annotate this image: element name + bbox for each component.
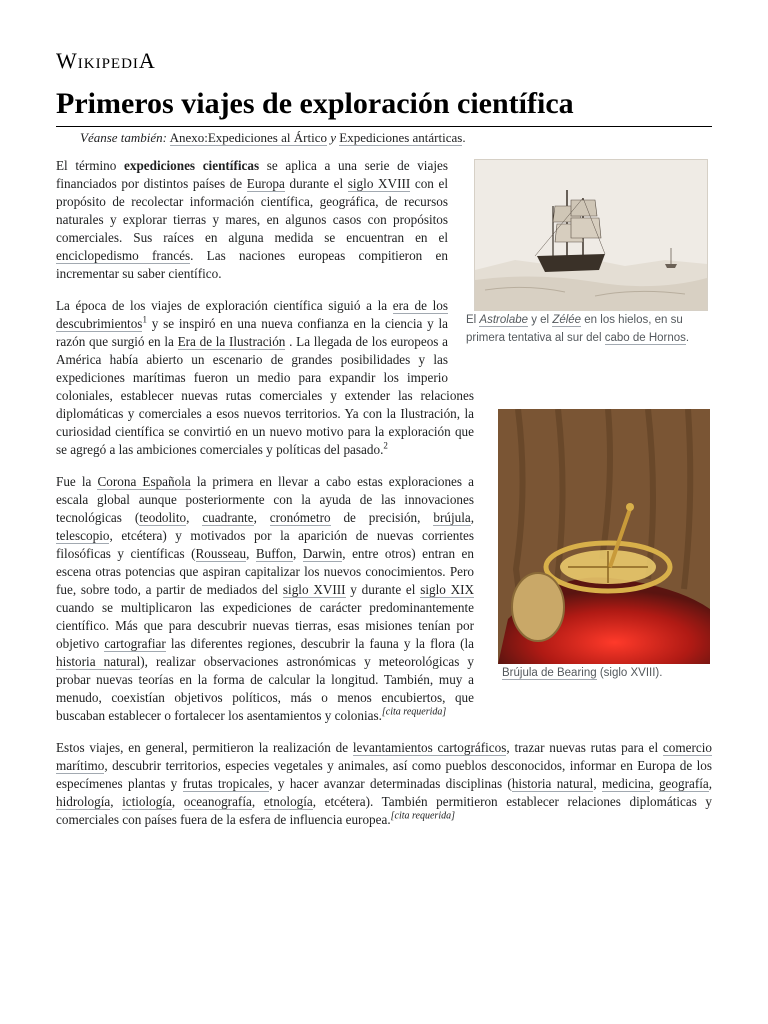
link-levantamientos[interactable]: levantamientos cartográficos bbox=[352, 740, 507, 755]
text: , bbox=[246, 546, 256, 561]
figure-caption-1 bbox=[466, 311, 712, 347]
link-brujula[interactable]: brújula bbox=[433, 510, 471, 525]
link-darwin[interactable]: Darwin bbox=[302, 546, 343, 561]
figure-caption-2 bbox=[502, 664, 716, 682]
text: se aplica a una serie de viajes financiados por distintos países de bbox=[56, 158, 448, 191]
text: Fue la bbox=[56, 474, 98, 489]
text: , bbox=[251, 794, 264, 809]
link-hidrologia[interactable]: hidrología bbox=[56, 794, 111, 809]
link-cabo-de-hornos[interactable]: cabo de Hornos bbox=[604, 332, 686, 344]
link-europa[interactable]: Europa bbox=[246, 176, 285, 191]
text: , trazar nuevas rutas para el bbox=[506, 740, 663, 755]
see-also-end: . bbox=[462, 130, 466, 145]
link-buffon[interactable]: Buffon bbox=[255, 546, 293, 561]
citation-needed-2[interactable]: [cita requerida] bbox=[390, 810, 455, 822]
link-brujula-bearing[interactable]: Brújula de Bearing bbox=[502, 667, 597, 679]
logo-text: ikipedi bbox=[77, 48, 139, 73]
link-siglo-xviii-2[interactable]: siglo XVIII bbox=[282, 582, 346, 597]
ship-in-ice-image[interactable] bbox=[474, 159, 708, 311]
link-era-ilustracion[interactable]: Era de la Ilustración bbox=[177, 334, 286, 349]
text: y se inspiró en una nueva confianza en la ciencia y la razón que surgió en la bbox=[56, 316, 448, 349]
caption-text: El bbox=[466, 314, 480, 326]
link-historia-natural-2[interactable]: historia natural bbox=[511, 776, 594, 791]
text: , bbox=[292, 546, 303, 561]
caption-text: en los hielos, en su primera tentativa al sur del bbox=[466, 314, 683, 344]
link-corona-espanola[interactable]: Corona Española bbox=[97, 474, 191, 489]
link-era-descubrimientos[interactable]: era de los descubrimientos bbox=[56, 298, 448, 331]
see-also-prefix: Véanse también: bbox=[80, 130, 168, 145]
text: , etcétera). También permitieron establecer relaciones diplomáticas y comerciales con países fuera de la esfera de influencia europea. bbox=[56, 794, 713, 827]
footnote-1[interactable]: 1 bbox=[142, 314, 147, 325]
text: , etcétera) y motivados por la aparición de nuevas corrientes filosóficas y científicas ( bbox=[56, 528, 474, 561]
link-siglo-xviii[interactable]: siglo XVIII bbox=[347, 176, 411, 191]
text: durante el bbox=[284, 176, 348, 191]
paragraph-4 bbox=[56, 739, 712, 829]
text: , descubrir territorios, especies vegetales y animales, así como pueblos desconocidos, informar en Europa de los especímenes plantas y bbox=[56, 758, 712, 791]
see-also-conj: y bbox=[330, 130, 336, 145]
text: El término bbox=[56, 158, 124, 173]
title-divider bbox=[56, 126, 712, 127]
link-oceanografia[interactable]: oceanografía bbox=[183, 794, 252, 809]
article-body bbox=[56, 157, 712, 843]
logo-letter-a: A bbox=[138, 48, 156, 73]
citation-needed[interactable]: [cita requerida] bbox=[381, 706, 447, 718]
text: , bbox=[593, 776, 602, 791]
text: . Las naciones europeas compitieron en incrementar su saber científico. bbox=[56, 248, 448, 281]
link-astrolabe[interactable]: Astrolabe bbox=[479, 314, 529, 326]
link-cuadrante[interactable]: cuadrante bbox=[202, 510, 254, 525]
text: ), realizar observaciones astronómicas y meteorológicas y probar nuevas teorías en la forma de calcular la longitud. También, muy a menudo, coexistían objetivos políticos, más o menos encubiertos, que buscaban establecer o fortalecer los asentamientos y colonias. bbox=[56, 654, 475, 723]
page-title: Primeros viajes de exploración científica bbox=[56, 87, 574, 120]
text: cuando se multiplicaron las expediciones de carácter predominantemente científico. Más que para descubrir nuevas tierras, esas misiones tenían por objetivo bbox=[56, 600, 474, 651]
text: la primera en llevar a cabo estas exploraciones a escala global aunque posteriormente con la ayuda de las innovaciones tecnológicas ( bbox=[56, 474, 474, 525]
link-medicina[interactable]: medicina bbox=[601, 776, 651, 791]
footnote-2[interactable]: 2 bbox=[383, 440, 388, 451]
link-expediciones-antarticas[interactable]: Expediciones antárticas bbox=[339, 130, 463, 145]
link-cartografiar[interactable]: cartografiar bbox=[104, 636, 166, 651]
text: , y hacer avanzar determinadas disciplinas ( bbox=[269, 776, 512, 791]
caption-text: . bbox=[685, 332, 690, 344]
compass-image[interactable] bbox=[498, 409, 710, 664]
text: , bbox=[253, 510, 270, 525]
link-teodolito[interactable]: teodolito bbox=[139, 510, 187, 525]
link-cronometro[interactable]: cronómetro bbox=[269, 510, 331, 525]
link-telescopio[interactable]: telescopio bbox=[56, 528, 110, 543]
bold-term: expediciones científicas bbox=[124, 158, 260, 173]
link-frutas-tropicales[interactable]: frutas tropicales bbox=[182, 776, 270, 791]
caption-text: (siglo XVIII). bbox=[596, 667, 663, 679]
figure-astrolabe bbox=[464, 159, 712, 379]
text: , entre otros) entran en escena otras potencias que aspiran capitalizar los nuevos conocimientos. Pero fue, sobre todo, a partir de mediados del bbox=[56, 546, 474, 597]
text: , bbox=[708, 776, 713, 791]
text: , bbox=[470, 510, 475, 525]
text: , bbox=[186, 510, 203, 525]
text: de precisión, bbox=[330, 510, 434, 525]
figure-brujula bbox=[494, 409, 716, 684]
link-anexo-artico[interactable]: Anexo:Expediciones al Ártico bbox=[169, 130, 327, 145]
link-zelee[interactable]: Zélée bbox=[552, 314, 582, 326]
text: Estos viajes, en general, permitieron la realización de bbox=[56, 740, 353, 755]
wikipedia-logo[interactable] bbox=[56, 48, 156, 74]
text: con el propósito de recolectar información científica, geográfica, de recursos naturales y explorar tierras y mares, en algunos casos con propósitos comerciales. Sus raíces en alguna medida se encuentran en el bbox=[56, 176, 449, 245]
link-siglo-xix[interactable]: siglo XIX bbox=[420, 582, 475, 597]
link-ictiologia[interactable]: ictiología bbox=[122, 794, 172, 809]
text: La época de los viajes de exploración científica siguió a la bbox=[56, 298, 393, 313]
text: y durante el bbox=[345, 582, 421, 597]
link-geografia[interactable]: geografía bbox=[658, 776, 709, 791]
see-also-note bbox=[80, 129, 466, 147]
link-historia-natural[interactable]: historia natural bbox=[56, 654, 141, 669]
link-etnologia[interactable]: etnología bbox=[263, 794, 313, 809]
caption-text: y el bbox=[528, 314, 553, 326]
link-enciclopedismo[interactable]: enciclopedismo francés bbox=[56, 248, 191, 263]
link-rousseau[interactable]: Rousseau bbox=[195, 546, 247, 561]
logo-letter: W bbox=[56, 48, 78, 73]
text: las diferentes regiones, descubrir la fauna y la flora (la bbox=[165, 636, 474, 651]
link-comercio-maritimo[interactable]: comercio marítimo bbox=[56, 740, 712, 773]
text: , bbox=[110, 794, 123, 809]
text: , bbox=[171, 794, 184, 809]
text: , bbox=[650, 776, 659, 791]
text: . La llegada de los europeos a América había abierto un escenario de grandes posibilidades y las expediciones marítimas fueron un medio para expandir los imperio coloniales, establecer nuevas rutas comerciales y extender las relaciones diplomáticas y comerciales a esos nuevos territorios. Ya con la Ilustración, la curiosidad científica se convirtió en un nuevo motivo para la exploración que se agregó a las ambiciones comerciales y políticas del pasado. bbox=[56, 334, 474, 457]
